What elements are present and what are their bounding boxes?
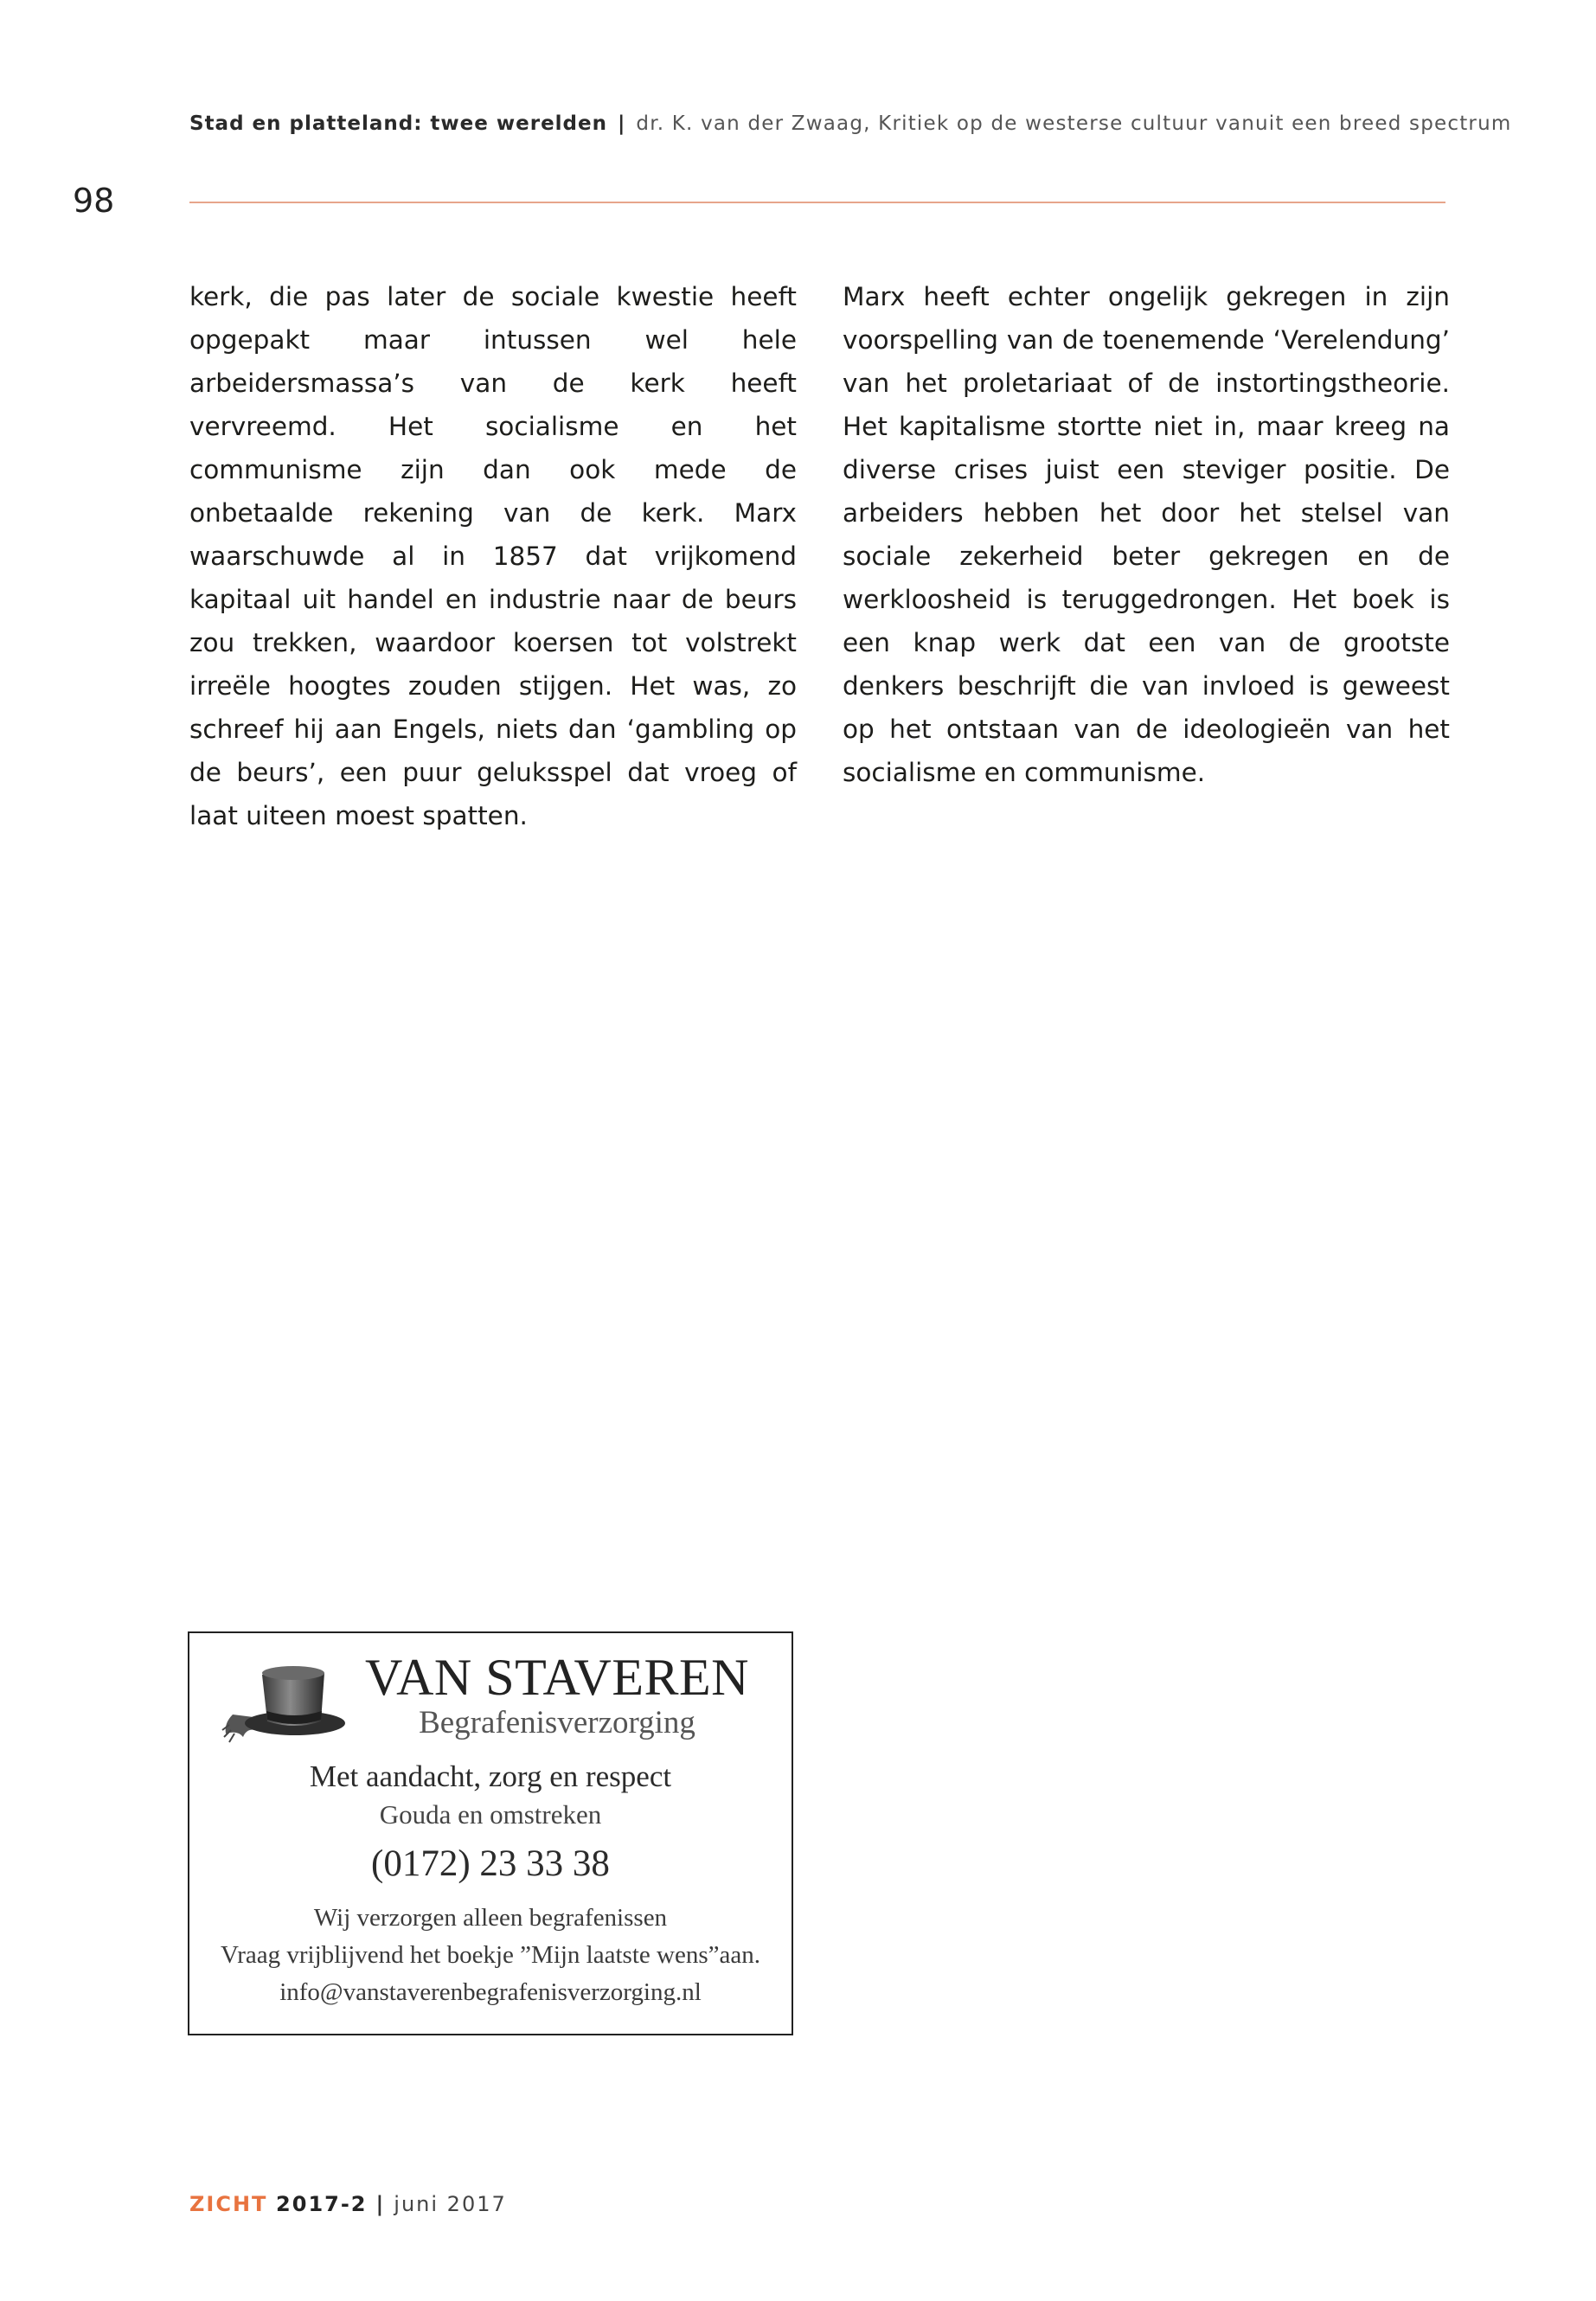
ad-info-line-1: Wij verzorgen alleen begrafenissen xyxy=(313,1904,668,1932)
ad-email: info@vanstaverenbegrafenisverzorging.nl xyxy=(279,1978,702,2006)
header-separator: | xyxy=(618,112,626,135)
body-column-left xyxy=(189,275,797,837)
ad-phone: (0172) 23 33 38 xyxy=(371,1843,610,1884)
footer-magazine: ZICHT xyxy=(189,2192,268,2216)
body-paragraph-right: Marx heeft echter ongelijk gekregen in zijn voorspelling van de toenemende ‘Verelendung’ van het proletariaat of de instortingstheorie. Het kapitalisme stortte niet in, maar kreeg na diverse crises juist een steviger positie. De arbeiders hebben het door het stelsel van sociale zekerheid beter gekregen en de werkloosheid is teruggedrongen. Het boek is een knap werk dat een van de grootste denkers beschrijft die van invloed is geweest op het ontstaan van de ideologieën van het socialisme en communisme. xyxy=(843,282,1450,787)
footer-issue: 2017-2 xyxy=(276,2192,368,2216)
header-subtitle: dr. K. van der Zwaag, Kritiek op de westerse cultuur vanuit een breed spectrum xyxy=(636,112,1512,135)
ad-region: Gouda en omstreken xyxy=(379,1799,602,1830)
advertisement-box xyxy=(188,1631,793,2035)
footer-date: juni 2017 xyxy=(394,2192,507,2216)
body-paragraph-left: kerk, die pas later de sociale kwestie heeft opgepakt maar intussen wel hele arbeidersmassa’s van de kerk heeft vervreemd. Het socialisme en het communisme zijn dan ook mede de onbetaalde rekening van de kerk. Marx waarschuwde al in 1857 dat vrijkomend kapitaal uit handel en industrie naar de beurs zou trekken, waardoor koersen tot volstrekt irreële hoogtes zouden stijgen. Het was, zo schreef hij aan Engels, niets dan ‘gambling op de beurs’, een puur geluksspel dat vroeg of laat uiteen moest spatten. xyxy=(189,282,797,830)
ad-brand-subtitle: Begrafenisverzorging xyxy=(419,1705,695,1740)
header-rule xyxy=(189,202,1445,203)
top-hat-icon xyxy=(221,1657,350,1744)
running-header xyxy=(189,112,1512,135)
ad-slogan: Met aandacht, zorg en respect xyxy=(309,1759,672,1793)
ad-brand-name: VAN STAVEREN xyxy=(364,1649,750,1706)
page-footer xyxy=(189,2192,507,2216)
footer-separator: | xyxy=(375,2192,386,2216)
header-title: Stad en platteland: twee werelden xyxy=(189,112,607,135)
page-number: 98 xyxy=(73,182,115,220)
ad-info-line-2: Vraag vrijblijvend het boekje ”Mijn laatste wens”aan. xyxy=(221,1941,760,1969)
body-column-right xyxy=(843,275,1450,794)
